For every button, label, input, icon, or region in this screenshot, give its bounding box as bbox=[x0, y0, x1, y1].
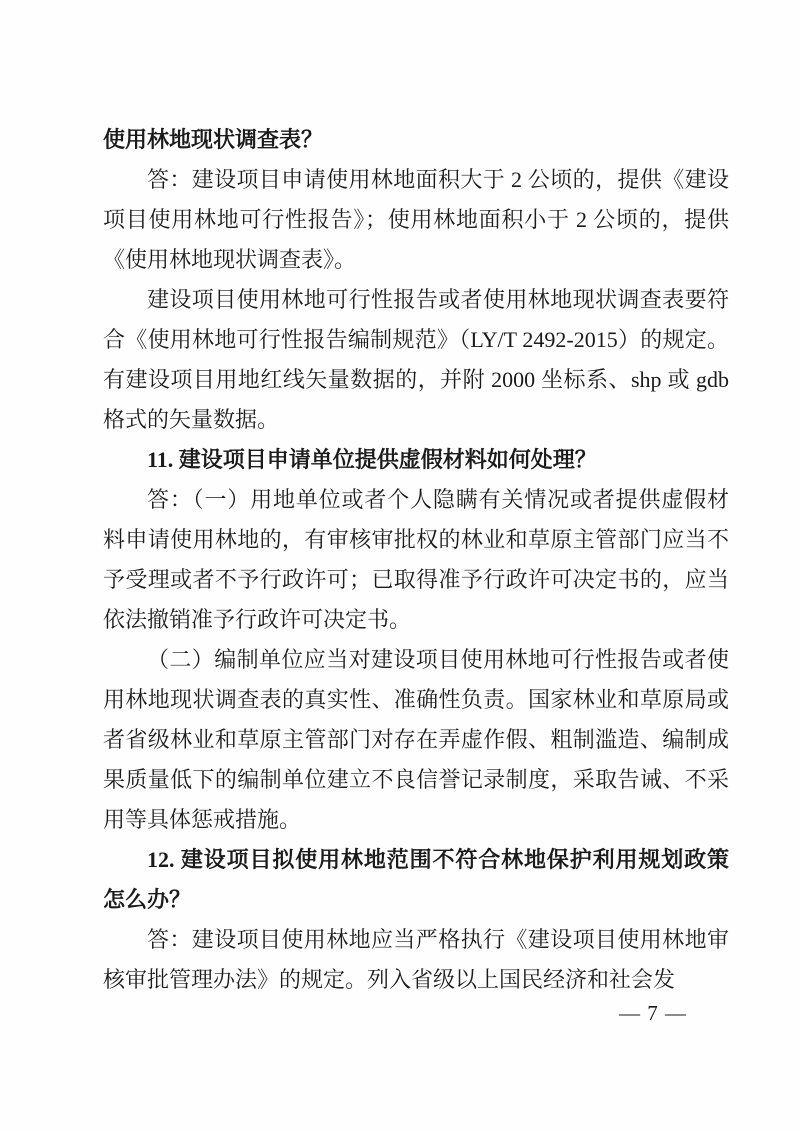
answer-paragraph: 答：建设项目申请使用林地面积大于 2 公顷的，提供《建设项目使用林地可行性报告》；使用林地面积小于 2 公顷的，提供《使用林地现状调查表》。 bbox=[103, 167, 729, 272]
question-heading-12: 12. 建设项目拟使用林地范围不符合林地保护利用规划政策怎么办？ bbox=[103, 847, 729, 912]
body-paragraph: 建设项目使用林地可行性报告或者使用林地现状调查表要符合《使用林地可行性报告编制规范》（LY/T 2492-2015）的规定。有建设项目用地红线矢量数据的，并附 2000 坐标系、shp 或 gdb 格式的矢量数据。 bbox=[103, 287, 729, 432]
question-continuation-text: 使用林地现状调查表？ bbox=[103, 127, 324, 152]
answer-paragraph: （二）编制单位应当对建设项目使用林地可行性报告或者使用林地现状调查表的真实性、准确性负责。国家林业和草原局或者省级林业和草原主管部门对存在弄虚作假、粗制滥造、编制成果质量低下的编制单位建立不良信誉记录制度，采取告诫、不采用等具体惩戒措施。 bbox=[103, 647, 729, 832]
answer-paragraph: 答：建设项目使用林地应当严格执行《建设项目使用林地审核审批管理办法》的规定。列入省级以上国民经济和社会发 bbox=[103, 927, 729, 992]
page-number: — 7 — bbox=[619, 1001, 687, 1025]
page-content bbox=[103, 120, 729, 1000]
question-heading-11: 11. 建设项目申请单位提供虚假材料如何处理？ bbox=[147, 447, 597, 472]
answer-paragraph: 答：（一）用地单位或者个人隐瞒有关情况或者提供虚假材料申请使用林地的，有审核审批权的林业和草原主管部门应当不予受理或者不予行政许可；已取得准予行政许可决定书的，应当依法撤销准予行政许可决定书。 bbox=[103, 487, 729, 632]
